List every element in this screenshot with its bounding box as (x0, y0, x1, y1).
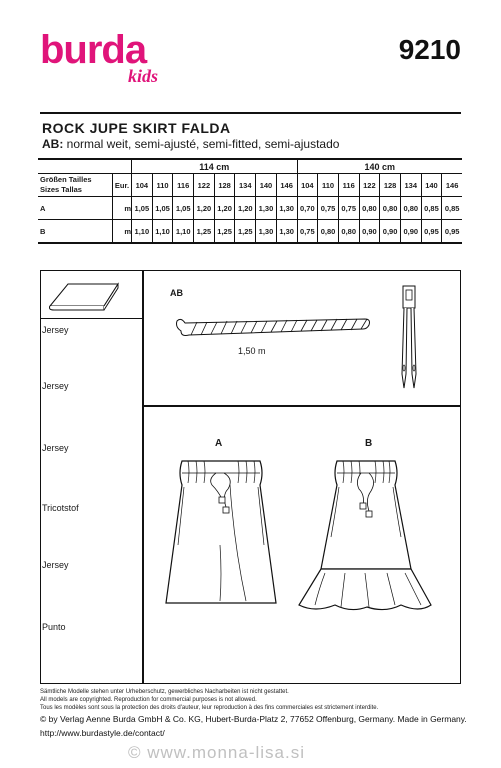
yardage-cell: 0,80 (338, 220, 359, 244)
yardage-cell: 0,85 (444, 203, 460, 213)
pattern-number: 9210 (398, 34, 461, 65)
size-header-cell: 116 (173, 174, 194, 197)
subtitle-prefix: AB: (42, 137, 64, 151)
fabric-swatch-rule (41, 318, 142, 319)
footer-copyright-de: Sämtliche Modelle stehen unter Urheberschutz, gewerbliches Nacharbeiten ist nicht gestattet. (40, 689, 289, 695)
yardage-cell: 0,95 (444, 226, 460, 236)
fabric-label: Tricotstof (42, 503, 79, 513)
size-label-cell (38, 174, 113, 197)
footer-url[interactable]: http://www.burdastyle.de/contact/ (40, 728, 165, 738)
size-header-cell: 116 (338, 174, 359, 197)
yardage-cell: 1,30 (256, 220, 277, 244)
row-label: B (38, 220, 113, 244)
size-header-cell: 110 (318, 174, 339, 197)
yardage-cell: 1,10 (173, 220, 194, 244)
yardage-cell: 1,05 (173, 197, 194, 220)
fabric-swatch-icon (46, 280, 121, 320)
yardage-cell: 1,20 (194, 197, 215, 220)
skirt-a-illustration (160, 455, 285, 615)
fabric-label: Jersey (42, 381, 69, 391)
eur-label: Eur. (113, 174, 132, 197)
brand-sub-logo: kids (128, 66, 159, 86)
yardage-cell: 0,80 (359, 197, 380, 220)
yardage-cell: 0,75 (318, 197, 339, 220)
cord-length: 1,50 m (238, 346, 266, 356)
row-divider (142, 405, 460, 407)
size-header-cell: 134 (400, 174, 421, 197)
table-corner (38, 159, 132, 174)
size-header-cell: 140 (256, 174, 277, 197)
row-unit: m (113, 197, 132, 220)
yardage-cell: 1,30 (256, 197, 277, 220)
row-label: A (38, 197, 113, 220)
yardage-cell: 1,25 (194, 220, 215, 244)
yardage-cell: 1,05 (132, 197, 153, 220)
size-header-cell: 122 (194, 174, 215, 197)
view-label-a: A (215, 438, 223, 449)
table-row (38, 220, 462, 244)
page-subtitle (42, 137, 339, 151)
yardage-cell: 1,25 (214, 220, 235, 244)
yardage-cell: 0,80 (318, 220, 339, 244)
yardage-cell: 1,10 (132, 220, 153, 244)
size-header-cell: 104 (132, 174, 153, 197)
yardage-cell: 1,05 (152, 197, 173, 220)
size-header-cell: 128 (380, 174, 401, 197)
size-header-cell: 122 (359, 174, 380, 197)
fabric-label: Jersey (42, 560, 69, 570)
yardage-cell: 1,20 (214, 197, 235, 220)
fabric-label: Jersey (42, 443, 69, 453)
size-label-1: Größen Tailles (40, 175, 92, 184)
yardage-cell: 0,80 (400, 197, 421, 220)
cord-icon (175, 305, 375, 345)
size-label-2: Sizes Tallas (40, 185, 82, 194)
size-header-cell: 128 (214, 174, 235, 197)
yardage-cell: 0,90 (359, 220, 380, 244)
page-title: ROCK JUPE SKIRT FALDA (42, 120, 231, 136)
brand-logo: burda (40, 28, 147, 72)
yardage-cell: 0,95 (421, 220, 442, 244)
group-header-114: 114 cm (132, 159, 298, 174)
yardage-cell: 0,75 (338, 197, 359, 220)
footer-copyright-fr: Tous les modèles sont sous la protection des droits d'auteur, leur reproduction à des fins commerciales est strictement interdite. (40, 705, 379, 711)
footer-copyright-en: All models are copyrighted. Reproduction for commercial purposes is not allowed. (40, 697, 257, 703)
size-header-cell: 146 (445, 180, 459, 190)
size-header-cell: 146 (276, 174, 297, 197)
notions-label: AB (170, 288, 183, 298)
view-label-b: B (365, 438, 373, 449)
watermark: © www.monna-lisa.si (128, 743, 306, 762)
bodkin-icon (395, 284, 425, 394)
fabric-label: Punto (42, 622, 66, 632)
yardage-cell: 1,30 (276, 197, 297, 220)
yardage-cell: 0,90 (380, 220, 401, 244)
yardage-cell: 1,25 (235, 220, 256, 244)
group-header-140: 140 cm (364, 161, 396, 172)
yardage-cell: 0,85 (421, 197, 442, 220)
subtitle-text: normal weit, semi-ajusté, semi-fitted, semi-ajustado (63, 137, 340, 151)
footer-publisher: © by Verlag Aenne Burda GmbH & Co. KG, Hubert-Burda-Platz 2, 77652 Offenburg, Germany. Made in Germany. (40, 714, 467, 724)
row-unit: m (113, 220, 132, 244)
yardage-cell: 0,80 (380, 197, 401, 220)
sizes-row (38, 174, 462, 197)
yardage-cell: 1,30 (276, 220, 297, 244)
fabric-label: Jersey (42, 325, 69, 335)
yardage-cell: 0,90 (400, 220, 421, 244)
size-header-cell: 110 (152, 174, 173, 197)
size-header-cell: 134 (235, 174, 256, 197)
yardage-cell: 1,10 (152, 220, 173, 244)
yardage-cell: 0,70 (297, 197, 318, 220)
yardage-cell: 0,75 (297, 220, 318, 244)
size-table (38, 158, 462, 244)
header-rule (40, 112, 461, 114)
skirt-b-illustration (295, 455, 435, 620)
size-header-cell: 140 (421, 174, 442, 197)
size-header-cell: 104 (297, 174, 318, 197)
yardage-cell: 1,20 (235, 197, 256, 220)
column-divider (142, 271, 144, 683)
table-row (38, 197, 462, 220)
